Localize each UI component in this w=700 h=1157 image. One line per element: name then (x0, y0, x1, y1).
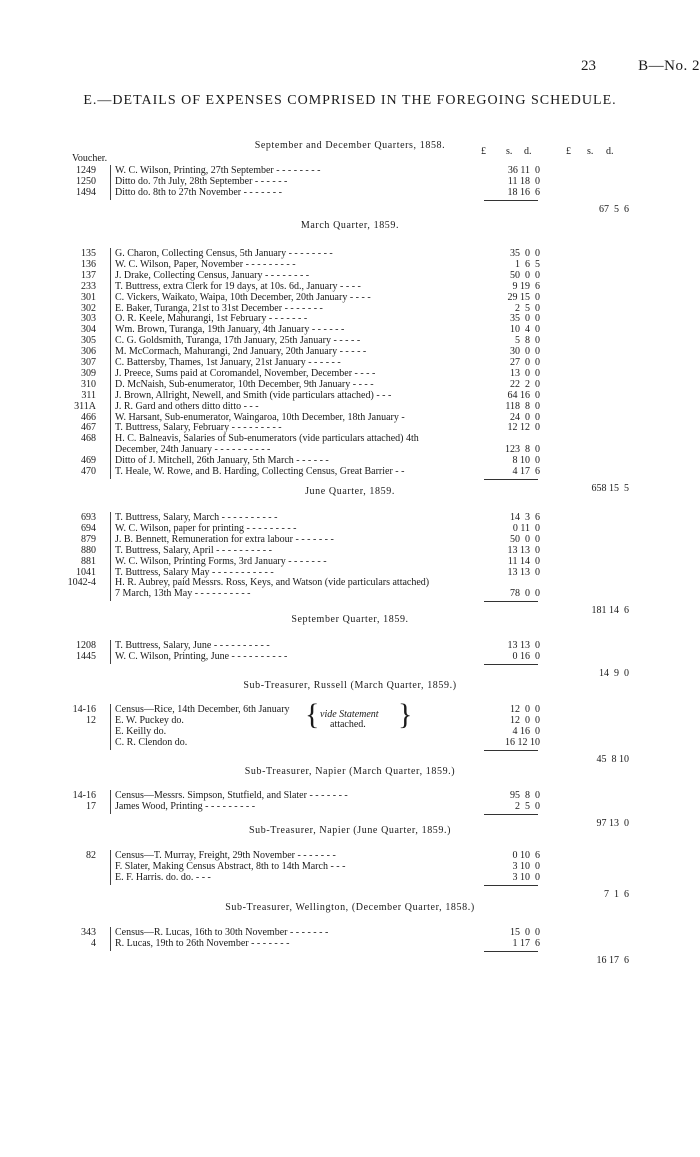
voucher-divider (110, 165, 111, 200)
expense-description: G. Charon, Collecting Census, 5th January - - - - - - - - (115, 248, 333, 259)
voucher-number: 305 (81, 335, 96, 347)
expense-description: C. G. Goldsmith, Turanga, 17th January, 25th January - - - - - (115, 335, 361, 347)
voucher-number: 694 (81, 522, 96, 534)
shillings-column-header: s. (506, 146, 513, 157)
expense-description: M. McCormach, Mahurangi, 2nd January, 20th January - - - - - (115, 346, 367, 358)
expense-description: W. C. Wilson, Paper, November - - - - - - - - - (115, 258, 296, 270)
voucher-number: 306 (81, 346, 96, 358)
section-heading: Sub-Treasurer, Napier (June Quarter, 1859.) (248, 825, 452, 836)
expense-description: W. C. Wilson, Printing, 27th September - - - - - - - - (115, 165, 321, 176)
table-row (0, 422, 700, 433)
expense-description: F. Slater, Making Census Abstract, 8th to 14th March - - - (115, 860, 346, 872)
expense-description: Ditto do. 8th to 27th November - - - - - - - (115, 186, 282, 198)
voucher-number: 1249 (76, 165, 96, 176)
expense-description: T. Heale, W. Rowe, and B. Harding, Collecting Census, Great Barrier - - (115, 466, 405, 477)
voucher-number: 343 (81, 927, 96, 938)
subtotal-rule (484, 664, 538, 665)
table-row (0, 324, 700, 335)
expense-amount: 13 13 0 (505, 640, 540, 651)
section-heading: September Quarter, 1859. (291, 614, 409, 625)
pounds-column-header: £ (481, 146, 486, 157)
expense-description: T. Buttress, Salary, February - - - - - - - - - (115, 422, 282, 434)
table-row (0, 401, 700, 412)
table-row (0, 346, 700, 357)
expense-description: Ditto do. 7th July, 28th September - - - - - - (115, 175, 288, 187)
expense-amount: 1 17 6 (507, 937, 540, 949)
expense-description: W. C. Wilson, Printing, June - - - - - - - - - - (115, 650, 288, 662)
expense-description: E. F. Harris. do. do. - - - (115, 871, 211, 883)
table-row (0, 412, 700, 423)
subtotal-rule (484, 814, 538, 815)
voucher-number: 135 (81, 248, 96, 259)
expense-description: E. Keilly do. (115, 725, 167, 737)
expense-amount: 0 11 0 (507, 522, 540, 534)
expense-amount: 118 8 0 (505, 400, 540, 412)
expense-amount: 2 5 0 (510, 800, 540, 812)
table-row (0, 556, 700, 567)
table-row (0, 872, 700, 883)
expense-amount: 5 8 0 (510, 335, 540, 347)
expense-description: E. W. Puckey do. (115, 714, 184, 726)
expense-description: J. R. Gard and others ditto ditto - - - (115, 400, 259, 412)
voucher-number: 1494 (76, 186, 96, 198)
expense-description: C. Battersby, Thames, 1st January, 21st January - - - - - - (115, 357, 341, 368)
expense-amount: 123 8 0 (505, 444, 540, 456)
expense-amount: 27 0 0 (507, 357, 540, 368)
voucher-divider (110, 927, 111, 951)
voucher-number: 304 (81, 324, 96, 336)
expense-description: W. Harsant, Sub-enumerator, Waingaroa, 10th December, 18th January - (115, 411, 405, 423)
expense-description: Census—T. Murray, Freight, 29th November - - - - - - - (115, 850, 336, 861)
section-total (0, 204, 700, 215)
expense-amount: 8 10 0 (507, 455, 540, 467)
expense-description: J. Preece, Sums paid at Coromandel, November, December - - - - (115, 367, 376, 379)
expense-amount: 0 16 0 (507, 650, 540, 662)
expense-amount: 24 0 0 (507, 411, 540, 423)
expense-description: C. Vickers, Waikato, Waipa, 10th December, 20th January - - - - (115, 291, 371, 303)
expense-amount: 18 16 6 (505, 186, 540, 198)
table-row (0, 567, 700, 578)
expense-description: E. Baker, Turanga, 21st to 31st December - - - - - - - (115, 302, 323, 314)
expense-description: Ditto of J. Mitchell, 26th January, 5th March - - - - - - (115, 455, 329, 467)
section-total (0, 955, 700, 966)
table-row (0, 368, 700, 379)
expense-amount: 13 13 0 (505, 566, 540, 578)
voucher-number: 310 (81, 378, 96, 390)
vide-attached-note: attached. (330, 719, 366, 730)
expense-amount: 30 0 0 (507, 346, 540, 358)
table-row (0, 270, 700, 281)
expense-description: J. Drake, Collecting Census, January - - - - - - - - (115, 269, 310, 281)
expense-amount: 11 14 0 (505, 555, 540, 567)
table-row (0, 801, 700, 812)
expense-description: James Wood, Printing - - - - - - - - - (115, 800, 256, 812)
expense-amount: 1 6 5 (510, 258, 540, 270)
subtotal-rule (484, 951, 538, 952)
page-number: 23 (581, 58, 596, 74)
table-row (0, 938, 700, 949)
expense-description: W. C. Wilson, paper for printing - - - - - - - - - (115, 522, 297, 534)
document-reference: B—No. 2 (638, 58, 700, 74)
table-row (0, 292, 700, 303)
expense-amount: 4 16 0 (507, 725, 540, 737)
voucher-number: 311 (81, 389, 96, 401)
table-row (0, 861, 700, 872)
expense-amount: 0 10 6 (507, 850, 540, 861)
table-row (0, 850, 700, 861)
voucher-number: 14-16 (72, 704, 96, 715)
table-row (0, 466, 700, 477)
section-total-amount: 658 15 5 (591, 482, 629, 494)
section-total-amount: 14 9 0 (599, 667, 629, 679)
voucher-number: 301 (81, 291, 96, 303)
table-row (0, 303, 700, 314)
voucher-number: 82 (86, 850, 96, 861)
table-row (0, 259, 700, 270)
expense-amount: 13 13 0 (505, 544, 540, 556)
table-row (0, 588, 700, 599)
expense-amount: 3 10 0 (507, 871, 540, 883)
voucher-number: 311A (74, 400, 96, 412)
table-row (0, 187, 700, 198)
voucher-number: 1042-4 (67, 577, 96, 589)
voucher-number: 467 (81, 422, 96, 434)
section-total-amount: 181 14 6 (591, 605, 629, 617)
voucher-number: 136 (81, 258, 96, 270)
expense-description: D. McNaish, Sub-enumerator, 10th December, 9th January - - - - (115, 378, 374, 390)
expense-description: T. Buttress, Salary May - - - - - - - - - - - (115, 566, 274, 578)
expense-description: C. R. Clendon do. (115, 736, 188, 748)
expense-amount: 95 8 0 (507, 790, 540, 801)
left-brace: { (305, 698, 320, 731)
pence-column-header: d. (524, 146, 532, 157)
section-heading: March Quarter, 1859. (300, 220, 400, 231)
voucher-column-header: Voucher. (72, 153, 108, 164)
voucher-number: 469 (81, 455, 96, 467)
table-row (0, 313, 700, 324)
vide-statement-note: vide Statement (320, 709, 379, 720)
voucher-number: 17 (86, 800, 96, 812)
table-row (0, 534, 700, 545)
expense-amount: 50 0 0 (507, 269, 540, 281)
expense-description: Census—Rice, 14th December, 6th January (115, 704, 290, 715)
page-title: E.—DETAILS OF EXPENSES COMPRISED IN THE FOREGOING SCHEDULE. (83, 93, 617, 108)
voucher-number: 233 (81, 280, 96, 292)
section-heading: September and December Quarters, 1858. (254, 140, 446, 151)
section-heading: Sub-Treasurer, Wellington, (December Quarter, 1858.) (225, 902, 475, 913)
expense-description: T. Buttress, Salary, March - - - - - - - - - - (115, 512, 278, 523)
table-row (0, 444, 700, 455)
section-total (0, 889, 700, 900)
expense-description: R. Lucas, 19th to 26th November - - - - - - - (115, 937, 290, 949)
expense-amount: 36 11 0 (505, 165, 540, 176)
expense-description: J. B. Bennett, Remuneration for extra labour - - - - - - - (115, 533, 334, 545)
section-heading: Sub-Treasurer, Napier (March Quarter, 1859.) (244, 766, 456, 777)
expense-description: T. Buttress, Salary, April - - - - - - - - - - (115, 544, 272, 556)
voucher-number: 693 (81, 512, 96, 523)
table-row (0, 455, 700, 466)
expense-description: Census—R. Lucas, 16th to 30th November - - - - - - - (115, 927, 329, 938)
table-row (0, 545, 700, 556)
voucher-number: 468 (81, 433, 96, 445)
section-total-amount: 97 13 0 (596, 817, 629, 829)
voucher-divider (110, 640, 111, 664)
expense-amount: 22 2 0 (507, 378, 540, 390)
voucher-number: 1250 (76, 175, 96, 187)
total-shillings-column-header: s. (587, 146, 594, 157)
expense-description: December, 24th January - - - - - - - - - - (115, 444, 271, 456)
voucher-number: 137 (81, 269, 96, 281)
voucher-number: 14-16 (72, 790, 96, 801)
voucher-number: 879 (81, 533, 96, 545)
table-row (0, 357, 700, 368)
voucher-number: 302 (81, 302, 96, 314)
voucher-number: 1208 (76, 640, 96, 651)
expense-amount: 15 0 0 (507, 927, 540, 938)
voucher-divider (110, 248, 111, 479)
voucher-number: 307 (81, 357, 96, 368)
expense-description: O. R. Keele, Mahurangi, 1st February - - - - - - - (115, 313, 308, 325)
expense-description: J. Brown, Allright, Newell, and Smith (vide particulars attached) - - - (115, 389, 392, 401)
expense-description: H. R. Aubrey, paid Messrs. Ross, Keys, and Watson (vide particulars attached) (115, 577, 430, 589)
voucher-number: 1445 (76, 650, 96, 662)
table-row (0, 176, 700, 187)
total-pence-column-header: d. (606, 146, 614, 157)
section-total-amount: 16 17 6 (596, 954, 629, 966)
voucher-number: 1041 (76, 566, 96, 578)
table-row (0, 523, 700, 534)
section-total-amount: 7 1 6 (604, 888, 629, 900)
section-total (0, 668, 700, 679)
voucher-number: 12 (86, 714, 96, 726)
table-row (0, 433, 700, 444)
table-row (0, 379, 700, 390)
table-row (0, 512, 700, 523)
voucher-number: 4 (91, 937, 96, 949)
expense-amount: 14 3 6 (507, 512, 540, 523)
voucher-number: 303 (81, 313, 96, 325)
table-row (0, 640, 700, 651)
voucher-number: 466 (81, 411, 96, 423)
table-row (0, 390, 700, 401)
voucher-divider (110, 512, 111, 601)
expense-description: 7 March, 13th May - - - - - - - - - - (115, 588, 251, 600)
section-heading: June Quarter, 1859. (305, 486, 395, 497)
section-total-amount: 67 5 6 (599, 203, 629, 215)
subtotal-rule (484, 479, 538, 480)
expense-amount: 35 0 0 (507, 248, 540, 259)
expense-description: Wm. Brown, Turanga, 19th January, 4th January - - - - - - (115, 324, 345, 336)
table-row (0, 790, 700, 801)
expense-amount: 64 16 0 (505, 389, 540, 401)
expense-amount: 12 12 0 (505, 422, 540, 434)
right-brace: } (398, 698, 413, 731)
voucher-divider (110, 790, 111, 814)
table-row (0, 248, 700, 259)
table-row (0, 577, 700, 588)
table-row (0, 927, 700, 938)
section-total-amount: 45 8 10 (596, 753, 629, 765)
expense-amount: 16 12 10 (502, 736, 540, 748)
section-heading: Sub-Treasurer, Russell (March Quarter, 1859.) (243, 680, 457, 691)
expense-amount: 35 0 0 (507, 313, 540, 325)
section-total (0, 754, 700, 765)
subtotal-rule (484, 601, 538, 602)
expense-amount: 10 4 0 (507, 324, 540, 336)
table-row (0, 651, 700, 662)
table-row (0, 281, 700, 292)
expense-description: W. C. Wilson, Printing Forms, 3rd January - - - - - - - (115, 555, 327, 567)
expense-amount: 78 0 0 (507, 588, 540, 600)
expense-amount: 13 0 0 (507, 367, 540, 379)
expense-amount: 4 17 6 (507, 466, 540, 477)
table-row (0, 335, 700, 346)
subtotal-rule (484, 200, 538, 201)
expense-description: T. Buttress, Salary, June - - - - - - - - - - (115, 640, 270, 651)
subtotal-rule (484, 885, 538, 886)
voucher-divider (110, 850, 111, 885)
voucher-number: 470 (81, 466, 96, 477)
subtotal-rule (484, 750, 538, 751)
expense-amount: 9 19 6 (507, 280, 540, 292)
expense-amount: 12 0 0 (507, 704, 540, 715)
voucher-number: 880 (81, 544, 96, 556)
voucher-number: 881 (81, 555, 96, 567)
table-row (0, 737, 700, 748)
expense-amount: 2 5 0 (510, 302, 540, 314)
expense-amount: 12 0 0 (507, 714, 540, 726)
expense-description: T. Buttress, extra Clerk for 19 days, at 10s. 6d., January - - - - (115, 280, 361, 292)
expense-description: H. C. Balneavis, Salaries of Sub-enumerators (vide particulars attached) 4th (115, 433, 419, 445)
expense-amount: 11 18 0 (505, 175, 540, 187)
table-row (0, 165, 700, 176)
voucher-divider (110, 704, 111, 750)
expense-amount: 29 15 0 (505, 291, 540, 303)
expense-description: Census—Messrs. Simpson, Stutfield, and Slater - - - - - - - (115, 790, 348, 801)
expense-amount: 3 10 0 (507, 860, 540, 872)
total-pounds-column-header: £ (566, 146, 571, 157)
expense-amount: 50 0 0 (507, 533, 540, 545)
voucher-number: 309 (81, 367, 96, 379)
